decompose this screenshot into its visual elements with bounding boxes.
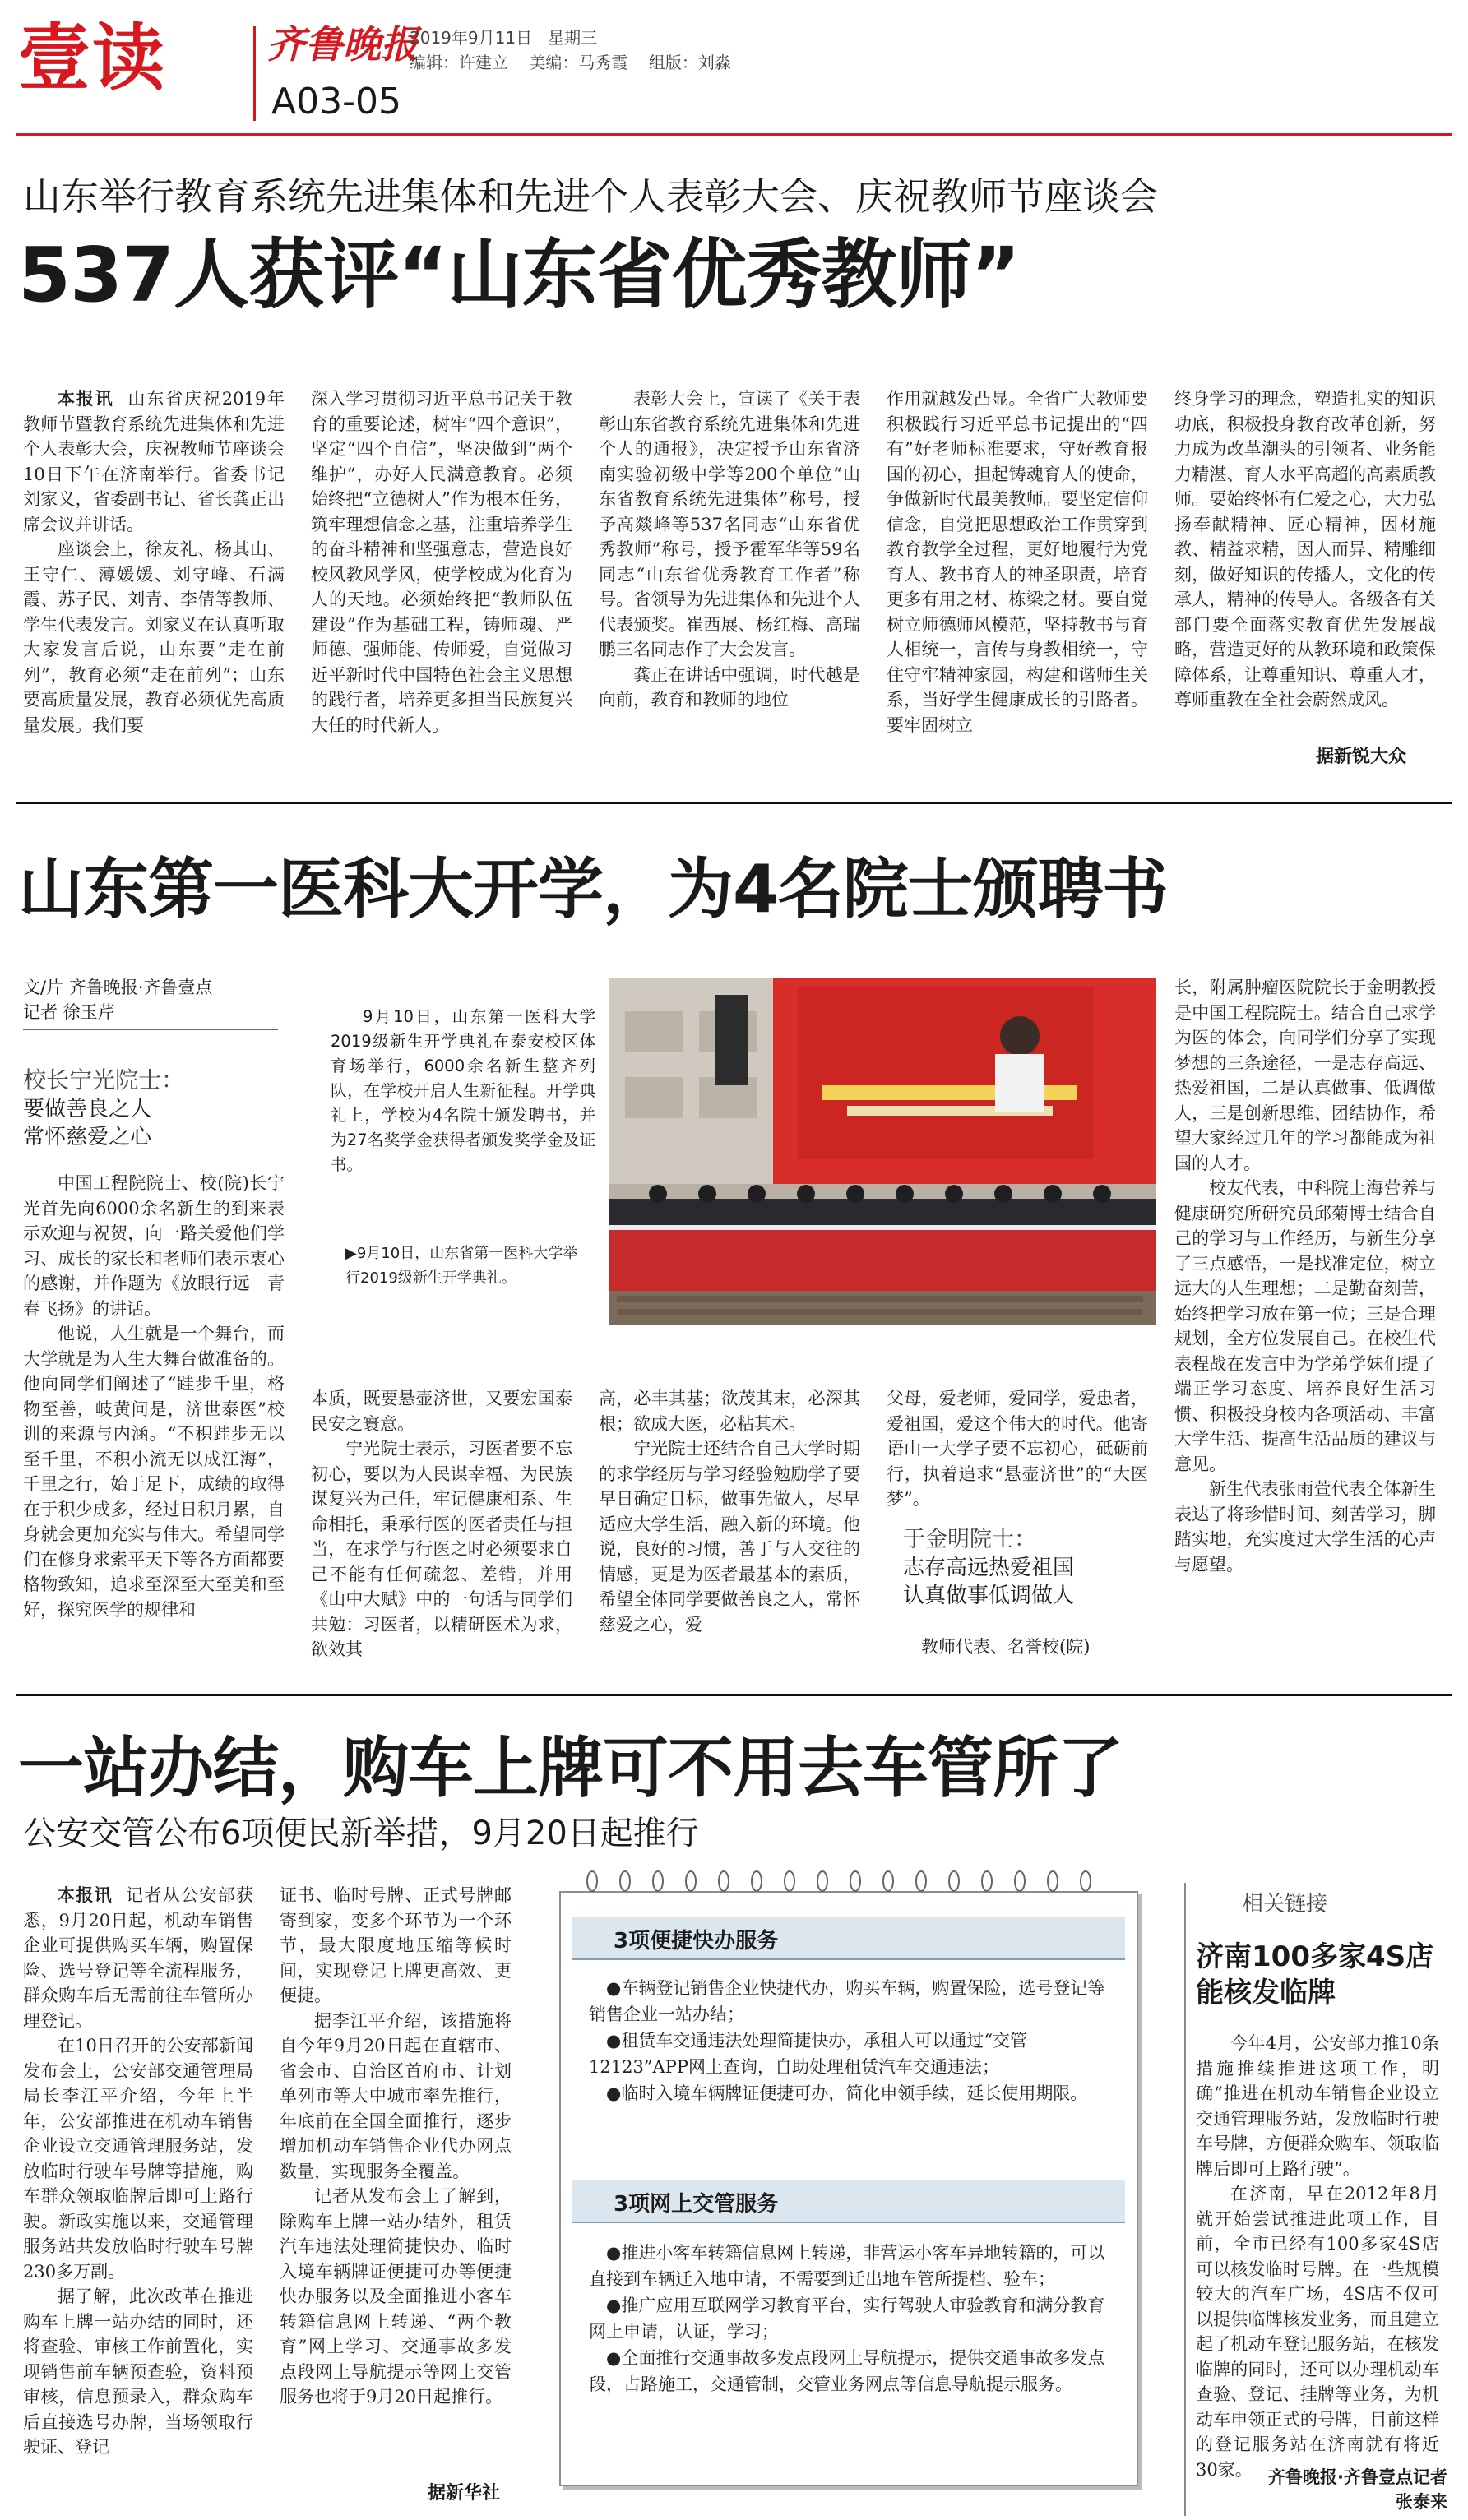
ceremony-photo-image [609,978,1156,1325]
section-divider [16,1694,1452,1696]
paper-name-logo: 齐鲁晚报 [267,22,419,67]
intro-caption: 9月10日，山东第一医科大学2019级新生开学典礼在泰安校区体育场举行，6000余名新生整齐列队，在学校开启人生新征程。开学典礼上，学校为4名院士颁发聘书，并为27名奖学金获得者颁发奖学金及证书。 [331,1007,595,1174]
article2-column-1 [23,1171,285,1660]
sidebar-byline: 齐鲁晚报·齐鲁壹点记者 张泰来 [1268,2467,1447,2512]
article1-p2: 座谈会上，徐友礼、杨其山、王守仁、薄媛媛、刘守峰、石满霞、苏子民、刘青、李倩等教师、学生代表发言。刘家义在认真听取大家发言后说，山东要“走在前列”，教育必须“走在前列”；山东要高质量发展，教育必须优先高质量发展。我们要 [23,539,285,735]
article2-p6: 宁光院士还结合自己大学时期的求学经历与学习经验勉励学子要早日确定目标，做事先做人，尽早适应大学生活，融入新的环境。他说，良好的习惯，善于与人交往的情感，更是为医者最基本的素质，希望全体同学要做善良之人，常怀慈爱之心，爱 [599,1439,860,1635]
ceremony-photo [609,978,1156,1325]
article1-p1: 山东省庆祝2019年教师节暨教育系统先进集体和先进个人表彰大会，庆祝教师节座谈会10日下午在济南举行。省委书记刘家义，省委副书记、省长龚正出席会议并讲话。 [23,389,285,534]
article1-column-3 [599,386,860,773]
article1-column-2 [311,386,572,773]
article2-p8: 教师代表、名誉校(院) [921,1637,1091,1657]
box2-item: ●推进小客车转籍信息网上转递，非营运小客车异地转籍的，可以直接到车辆迁入地申请，不需要到迁出地车管所提档、验车； [589,2243,1105,2289]
box1-item: ●租赁车交通违法处理简捷快办，承租人可以通过“交管12123”APP网上查询，自助处理租赁汽车交通违法； [589,2031,1028,2077]
box1-list [589,1975,1114,2106]
box-ring-bar [559,1870,1138,1893]
article3-column-2 [280,1883,512,2475]
article3-p1: 记者从公安部获悉，9月20日起，机动车销售企业可提供购买车辆，购置保险、选号登记等全流程服务，群众购车后无需前往车管所办理登记。 [23,1885,253,2031]
article2-p4: 宁光院士表示，习医者要不忘初心，要以为人民谋幸福、为民族谋复兴为己任，牢记健康相系、生命相托，秉承行医的医者责任与担当，在求学与行医之时必须要求自己不能有任何疏忽、差错，并用《山中大赋》中的一句话与同学们共勉：习医者，以精研医术为求，欲效其 [311,1439,572,1659]
byline-tag: 本报讯 [58,1885,113,1905]
page-number: A03-05 [271,81,401,123]
article3-headline: 一站办结，购车上牌可不用去车管所了 [18,1730,1123,1806]
byline-line-2: 记者 徐玉芹 [23,1002,115,1022]
masthead-staff [410,51,731,74]
article1-p6: 作用就越发凸显。全省广大教师要积极践行习近平总书记提出的“四有”好老师标准要求，守好教育报国的初心，担起铸魂育人的使命，争做新时代最美教师。要坚定信仰信念，自觉把思想政治工作贯穿到教育教学全过程，更好地履行为党育人、教书育人的神圣职责，培育更多有用之材、栋梁之材。要自觉树立师德师风模范，坚持教书与育人相统一，言传与身教相统一，守住守牢精神家园，构建和谐师生关系，当好学生健康成长的引路者。要牢固树立 [887,389,1148,735]
article2-headline: 山东第一医科大开学，为4名院士颁聘书 [18,851,1168,927]
issue-weekday: 星期三 [548,28,598,48]
article1-column-5 [1174,386,1436,748]
box1-item: ●车辆登记销售企业快捷代办，购买车辆，购置保险，选号登记等销售企业一站办结； [589,1978,1105,2024]
subhead-ningguang-line1: 要做善良之人 [23,1097,152,1121]
box2-item: ●全面推行交通事故多发点段网上导航提示，提供交通事故多发点段，占路施工，交通管制，交管业务网点等信息导航提示服务。 [589,2348,1105,2394]
box1-item: ●临时入境车辆牌证便捷可办，简化申领手续，延长使用期限。 [606,2083,1088,2103]
editor: 编辑：许建立 [410,53,508,72]
byline-tag: 本报讯 [58,389,114,409]
byline-line-1: 文/片 齐鲁晚报·齐鲁壹点 [23,978,213,997]
masthead-meta [410,26,597,49]
sidebar-headline-line2: 能核发临牌 [1196,1977,1336,2009]
article1-column-1 [23,386,285,773]
services-box [559,1891,1138,2486]
subhead-yujinming-line1: 志存高远热爱祖国 [903,1556,1075,1580]
photo-caption: ▶9月10日，山东省第一医科大学举行2019级新生开学典礼。 [345,1245,578,1287]
article3-subhead: 公安交管公布6项便民新举措，9月20日起推行 [23,1815,699,1852]
article3-p4: 证书、临时号牌、正式号牌邮寄到家，变多个环节为一个环节，最大限度地压缩等候时间，实现登记上牌更高效、更便捷。 [280,1885,512,2005]
article2-p9: 长，附属肿瘤医院院长于金明教授是中国工程院院士。结合自己求学为医的体会，向同学们分享了实现梦想的三条途径，一是志存高远、热爱祖国，二是认真做事、低调做人，三是创新思维、团结协作，希望大家经过几年的学习都能成为祖国的人才。 [1174,978,1436,1173]
subhead-ningguang-name: 校长宁光院士： [23,1066,185,1094]
section-name: 壹读 [18,16,167,100]
box2-list [589,2240,1114,2397]
article1-headline: 537人获评“山东省优秀教师” [18,231,1020,319]
box2-item: ●推广应用互联网学习教育平台，实行驾驶人审验教育和满分教育网上申请，认证，学习； [589,2296,1105,2342]
box1-header [572,1917,1125,1960]
article3-source: 据新华社 [428,2483,501,2504]
article1-source: 据新锐大众 [1316,747,1407,767]
byline-rule [23,1029,278,1030]
sidebar-headline [1196,1939,1443,2011]
masthead-divider [253,26,256,121]
article2-column-2 [311,1386,572,1662]
art-editor: 美编：马秀霞 [529,53,628,72]
subhead-yujinming-line2: 认真做事低调做人 [903,1584,1075,1608]
article2-byline [23,975,294,1024]
sidebar-headline-line1: 济南100多家4S店 [1196,1940,1434,1973]
article1-p4: 表彰大会上，宣读了《关于表彰山东省教育系统先进集体和先进个人的通报》，决定授予山东省济南实验初级中学等200个单位“山东省教育系统先进集体”称号，授予高燚峰等537名同志“山东省优秀教师”称号，授予霍军华等59名同志“山东省优秀教育工作者”称号。省领导为先进集体和先进个人代表颁奖。崔西展、杨红梅、高瑞鹏三名同志作了大会发言。 [599,389,860,659]
box2-header [572,2180,1125,2223]
article2-p11: 新生代表张雨萱代表全体新生表达了将珍惜时间、刻苦学习，脚踏实地，充实度过大学生活的心声与愿望。 [1174,1479,1436,1574]
article1-p3: 深入学习贯彻习近平总书记关于教育的重要论述，树牢“四个意识”，坚定“四个自信”，坚决做到“两个维护”，办好人民满意教育。必须始终把“立德树人”作为根本任务，筑牢理想信念之基，注重培养学生的奋斗精神和坚强意志，营造良好校风教风学风，使学校成为化育为人的天地。必须始终把“教师队伍建设”作为基础工程，铸师魂、严师德、强师能、传师爱，自觉做习近平新时代中国特色社会主义思想的践行者，培养更多担当民族复兴大任的时代新人。 [311,389,572,735]
masthead [16,10,1452,133]
article1-column-4 [887,386,1148,773]
subhead-yujinming-name: 于金明院士： [903,1527,1036,1552]
article2-p10: 校友代表，中科院上海营养与健康研究所研究员邱菊博士结合自己的学习与工作经历，与新生分享了三点感悟，一是找准定位，树立远大的人生理想；二是勤奋刻苦，始终把学习放在第一位；三是合理规划，全方位发展自己。在校生代表程战在发言中为学弟学妹们提了端正学习态度、培养良好生活习惯、积极投身校内各项活动、丰富大学生活、提高生活品质的建议与意见。 [1174,1178,1436,1474]
article3-column-1 [23,1883,253,2508]
article2-column-4b [887,1635,1148,1662]
article3-p3: 据了解，此次改革在推进购车上牌一站办结的同时，还将查验、审核工作前置化，实现销售前车辆预查验，资料预审核，信息预录入，群众购车后直接选号办牌，当场领取行驶证、登记 [23,2286,253,2457]
sidebar-label: 相关链接 [1242,1892,1328,1917]
article3-p5: 据李江平介绍，该措施将自今年9月20日起在直辖市、省会市、自治区首府市、计划单列市等大中城市率先推行，年底前在全国全面推行，逐步增加机动车销售企业代办网点数量，实现服务全覆盖。 [280,2010,512,2181]
article3-p2: 在10日召开的公安部新闻发布会上，公安部交通管理局局长李江平介绍，今年上半年，公安部推进在机动车销售企业设立交通管理服务站，发放临时行驶车号牌等措施，购车群众领取临牌后即可上路行驶。新政实施以来，交通管理服务站共发放临时行驶车号牌230多万副。 [23,2036,253,2282]
article2-p7: 父母，爱老师，爱同学，爱患者，爱祖国，爱这个伟大的时代。他寄语山一大学子要不忘初心，砥砺前行，执着追求“悬壶济世”的“大医梦”。 [887,1389,1148,1509]
sidebar-p2: 在济南，早在2012年8月就开始尝试推进此项工作，目前，全市已经有100多家4S店可以核发临时号牌。在一些规模较大的汽车广场，4S店不仅可以提供临牌核发业务，而且建立起了机动车登记服务站，在核发临牌的同时，还可以办理机动车查验、登记、挂牌等业务，为机动车申领正式的号牌，目前这样的登记服务站在济南就有将近30家。 [1196,2184,1439,2480]
issue-date: 2019年9月11日 [410,28,533,48]
article2-p1: 中国工程院院士、校(院)长宁光首先向6000余名新生的到来表示欢迎与祝贺，向一路关爱他们学习、成长的家长和老师们表示衷心的感谢，并作题为《放眼行远 青春飞扬》的讲话。 [23,1173,285,1319]
subhead-yujinming [903,1526,1150,1610]
section-divider [16,802,1452,804]
article2-p3: 本质，既要悬壶济世，又要宏国泰民安之寰意。 [311,1389,572,1434]
article2-p5: 高，必丰其基；欲茂其末，必深其根；欲成大医，必粘其术。 [599,1389,860,1434]
article1-p7: 终身学习的理念，塑造扎实的知识功底，积极投身教育改革创新，努力成为改革潮头的引领者、业务能力精湛、育人水平高超的高素质教师。要始终怀有仁爱之心，大力弘扬奉献精神、匠心精神，因材施教、精益求精，因人而异、精雕细刻，做好知识的传播人，文化的传承人，精神的传导人。各级各有关部门要全面落实教育优先发展战略，营造更好的从教环境和政策保障体系，让尊重知识、尊重人才，尊师重教在全社会蔚然成风。 [1174,389,1436,710]
article1-kicker: 山东举行教育系统先进集体和先进个人表彰大会、庆祝教师节座谈会 [23,174,1158,219]
subhead-ningguang [23,1066,286,1151]
proofreader: 组版：刘淼 [648,53,731,72]
sidebar-column [1196,2031,1439,2491]
subhead-ningguang-line2: 常怀慈爱之心 [23,1125,152,1149]
box1-title: 3项便捷快办服务 [614,1929,779,1954]
article3-p6: 记者从发布会上了解到，除购车上牌一站办结外，租赁汽车违法处理简捷快办、临时入境车辆牌证便捷可办等便捷快办服务以及全面推进小客车转籍信息网上转递、“两个教育”网上学习、交通事故多发点段网上导航提示等网上交管服务也将于9月20日起推行。 [280,2186,512,2407]
binder-rings-icon [559,1870,1138,1893]
box2-title: 3项网上交管服务 [614,2192,779,2217]
sidebar-p1: 今年4月，公安部力推10条措施推续推进这项工作，明确“推进在机动车销售企业设立交通管理服务站，发放临时行驶车号牌，方便群众购车、领取临牌后即可上路行驶”。 [1196,2033,1439,2179]
article2-p2: 他说，人生就是一个舞台，而大学就是为人生大舞台做准备的。他向同学们阐述了“跬步千里，格物至善，岐黄问是，济世泰医”校训的来源与内涵。“不积跬步无以至千里，不积小流无以成江海”，千里之行，始于足下，成绩的取得在于积少成多，经过日积月累，自身就会更加充实与伟大。希望同学们在修身求索平天下等各方面都要格物致知，追求至深至大至美和至好，探究医学的规律和 [23,1324,285,1620]
article2-column-3 [599,1386,860,1662]
article1-p5: 龚正在讲话中强调，时代越是向前，教育和教师的地位 [599,664,860,710]
article2-column-5 [1174,975,1436,1662]
article2-column-4a [887,1386,1148,1534]
masthead-rule [16,133,1452,136]
